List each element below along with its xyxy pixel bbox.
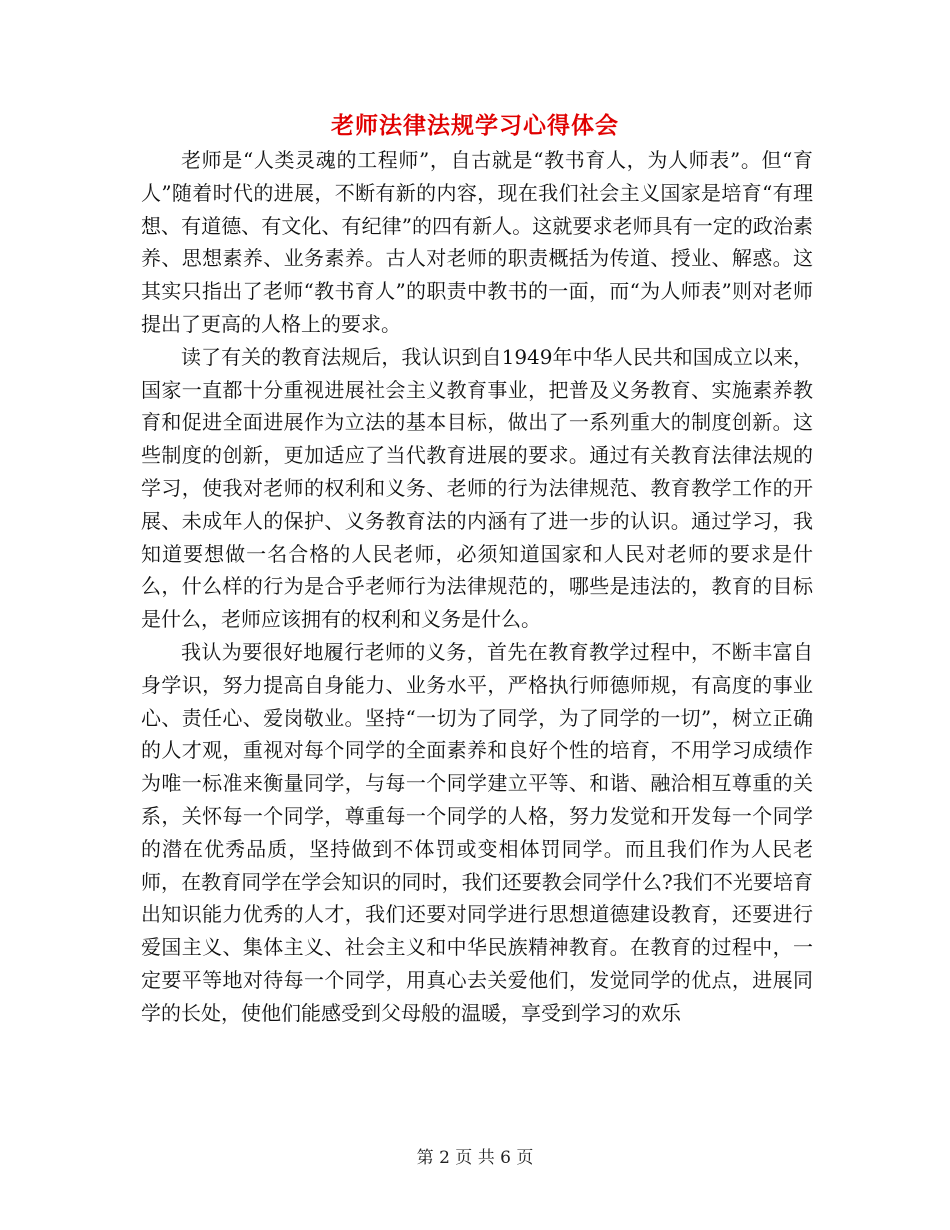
page-footer bbox=[0, 1146, 950, 1170]
paragraph-3: 我认为要很好地履行老师的义务，首先在教育教学过程中，不断丰富自身学识，努力提高自身能力、业务水平，严格执行师德师规，有高度的事业心、责任心、爱岗敬业。坚持“一切为了同学，为了同学的一切”，树立正确的人才观，重视对每个同学的全面素养和良好个性的培育，不用学习成绩作为唯一标准来衡量同学，与每一个同学建立平等、和谐、融洽相互尊重的关系，关怀每一个同学，尊重每一个同学的人格，努力发觉和开发每一个同学的潜在优秀品质，坚持做到不体罚或变相体罚同学。而且我们作为人民老师，在教育同学在学会知识的同时，我们还要教会同学什么?我们不光要培育出知识能力优秀的人才，我们还要对同学进行思想道德建设教育，还要进行爱国主义、集体主义、社会主义和中华民族精神教育。在教育的过程中，一定要平等地对待每一个同学，用真心去关爱他们，发觉同学的优点，进展同学的长处，使他们能感受到父母般的温暖，享受到学习的欢乐 bbox=[141, 639, 813, 1025]
page-number-label: 第 2 页 共 6 页 bbox=[416, 1148, 534, 1168]
document-title: 老师法律法规学习心得体会 bbox=[331, 112, 619, 139]
paragraph-1: 老师是“人类灵魂的工程师”，自古就是“教书育人，为人师表”。但“育人”随着时代的进展，不断有新的内容，现在我们社会主义国家是培育“有理想、有道德、有文化、有纪律”的四有新人。这就要求老师具有一定的政治素养、思想素养、业务素养。古人对老师的职责概括为传道、授业、解惑。这其实只指出了老师“教书育人”的职责中教书的一面，而“为人师表”则对老师提出了更高的人格上的要求。 bbox=[141, 148, 813, 336]
paragraph-2: 读了有关的教育法规后，我认识到自1949年中华人民共和国成立以来，国家一直都十分重视进展社会主义教育事业，把普及义务教育、实施素养教育和促进全面进展作为立法的基本目标，做出了一系列重大的制度创新。这些制度的创新，更加适应了当代教育进展的要求。通过有关教育法律法规的学习，使我对老师的权利和义务、老师的行为法律规范、教育教学工作的开展、未成年人的保护、义务教育法的内涵有了进一步的认识。通过学习，我知道要想做一名合格的人民老师，必须知道国家和人民对老师的要求是什么，什么样的行为是合乎老师行为法律规范的，哪些是违法的，教育的目标是什么，老师应该拥有的权利和义务是什么。 bbox=[141, 344, 813, 632]
document-body bbox=[141, 144, 813, 1030]
